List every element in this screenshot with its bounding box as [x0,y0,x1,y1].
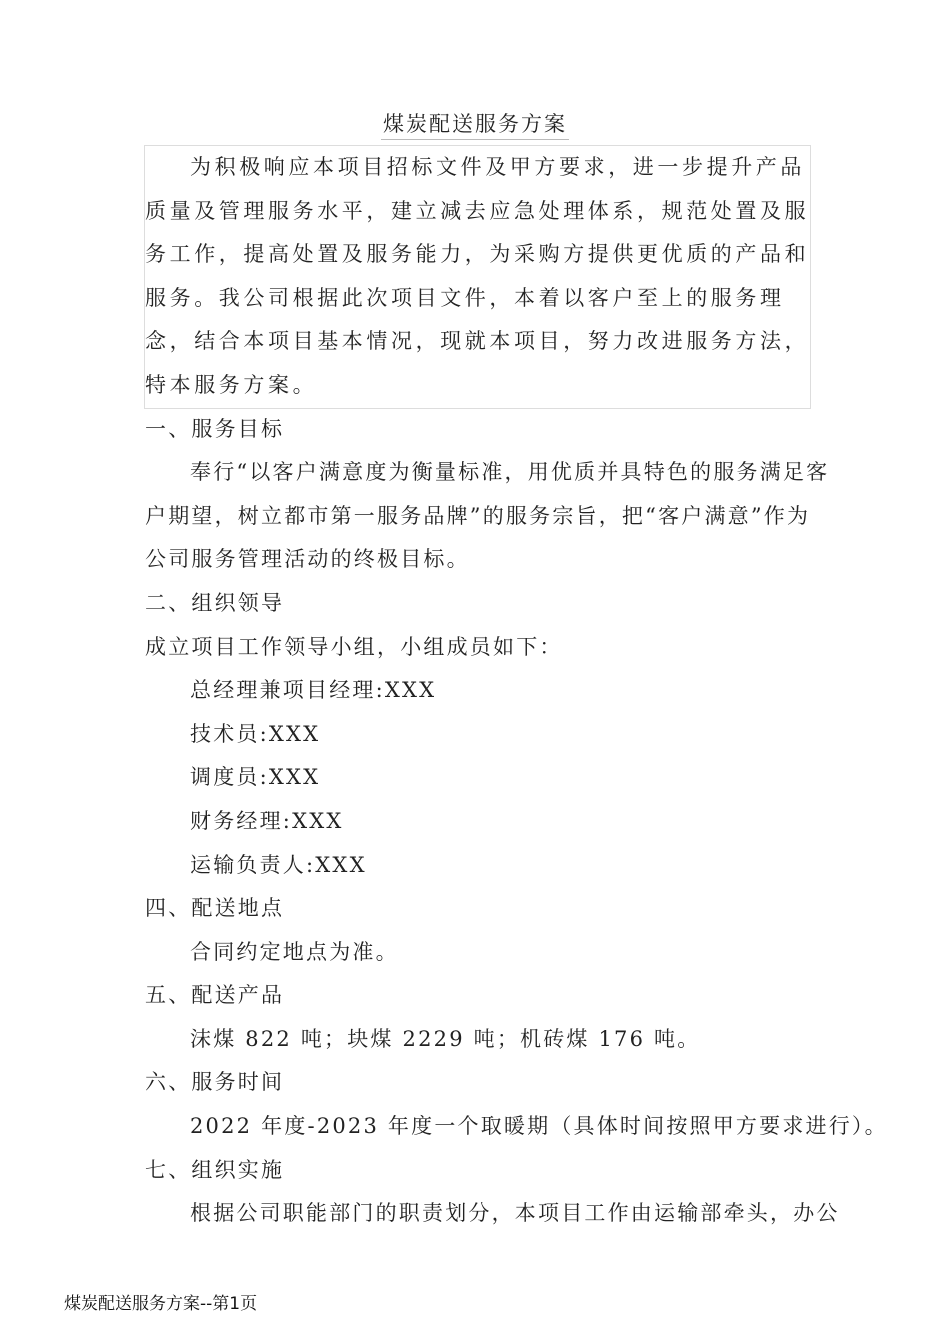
goals-line-1: 奉行“以客户满意度为衡量标准，用优质并具特色的服务满足客 [190,460,830,485]
section-heading-organization: 二、组织领导 [145,590,285,615]
location-line-1: 合同约定地点为准。 [190,939,399,964]
goals-line-2: 户期望，树立都市第一服务品牌”的服务宗旨，把“客户满意”作为 [145,503,811,528]
document-body [145,146,888,1236]
section-heading-service-time: 六、服务时间 [145,1070,285,1095]
member-item: 调度员:XXX [190,765,321,790]
products-line-1: 沫煤 822 吨；块煤 2229 吨；机砖煤 176 吨。 [190,1026,701,1051]
service-time-line-1: 2022 年度-2023 年度一个取暖期（具体时间按照甲方要求进行）。 [190,1114,888,1139]
member-item: 财务经理:XXX [190,808,344,833]
organization-line-1: 成立项目工作领导小组，小组成员如下： [145,634,563,659]
title-text: 煤炭配送服务方案 [381,112,569,140]
section-heading-location: 四、配送地点 [145,896,285,921]
document-title [0,108,950,138]
goals-line-3: 公司服务管理活动的终极目标。 [145,547,470,572]
page-footer: 煤炭配送服务方案--第1页 [64,1294,258,1314]
section-heading-goals: 一、服务目标 [145,416,285,441]
section-heading-implementation: 七、组织实施 [145,1157,285,1182]
member-item: 总经理兼项目经理:XXX [190,678,437,703]
member-item: 技术员:XXX [190,721,321,746]
intro-paragraph: 为积极响应本项目招标文件及甲方要求，进一步提升产品质量及管理服务水平，建立减去应急处理体系，规范处置及服务工作，提高处置及服务能力，为采购方提供更优质的产品和服务。我公司根据此次项目文件，本着以客户至上的服务理念，结合本项目基本情况，现就本项目，努力改进服务方法，特本服务方案。 [145,146,810,408]
section-heading-products: 五、配送产品 [145,983,285,1008]
member-item: 运输负责人:XXX [190,852,367,877]
implementation-line-1: 根据公司职能部门的职责划分，本项目工作由运输部牵头，办公 [190,1201,840,1226]
